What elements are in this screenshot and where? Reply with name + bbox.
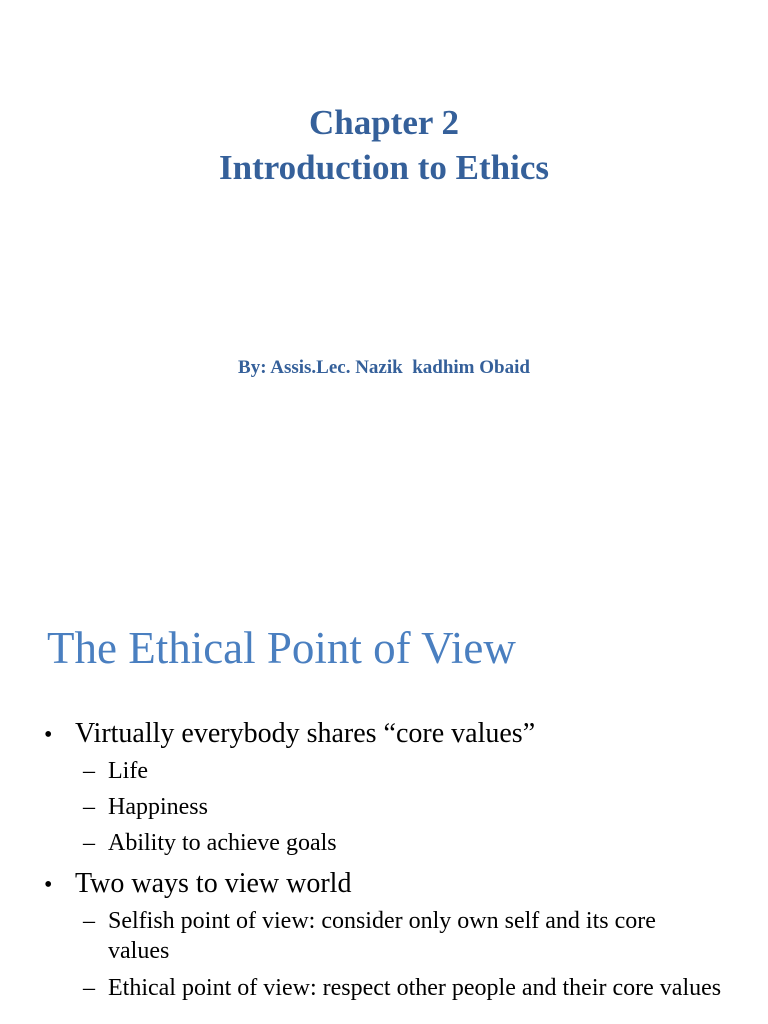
- sub-bullet-item: [83, 756, 723, 786]
- chapter-number: Chapter 2: [308, 103, 460, 142]
- sub-bullet-item: [83, 792, 723, 822]
- chapter-title: Introduction to Ethics: [219, 148, 549, 187]
- dash-icon: –: [83, 830, 95, 856]
- sub-bullet-text: Ability to achieve goals: [108, 830, 337, 856]
- sub-bullet-text: Happiness: [108, 794, 208, 820]
- sub-bullet-item: [83, 828, 723, 858]
- slide-heading: The Ethical Point of View: [47, 623, 516, 673]
- dash-icon: –: [83, 908, 95, 934]
- sub-bullet-text: Selfish point of view: consider only own self and its core values: [108, 908, 656, 964]
- bullet-item: [44, 867, 351, 902]
- dash-icon: –: [83, 758, 95, 784]
- dash-icon: –: [83, 794, 95, 820]
- sub-bullet-text: Life: [108, 758, 148, 784]
- sub-bullet-text: Ethical point of view: respect other people and their core values: [108, 975, 722, 1001]
- dash-icon: –: [83, 975, 95, 1001]
- sub-bullet-item: [83, 906, 723, 966]
- slide-title-heading: [0, 100, 768, 190]
- bullet-text: Virtually everybody shares “core values”: [75, 718, 536, 749]
- slide-ethical-point-of-view: [0, 576, 768, 1024]
- sub-bullet-item: [83, 973, 723, 1003]
- bullet-text: Two ways to view world: [75, 868, 352, 899]
- bullet-icon: •: [44, 872, 53, 898]
- bullet-item: [44, 717, 535, 752]
- bullet-icon: •: [44, 722, 53, 748]
- author-byline: By: Assis.Lec. Nazik kadhim Obaid: [238, 357, 530, 378]
